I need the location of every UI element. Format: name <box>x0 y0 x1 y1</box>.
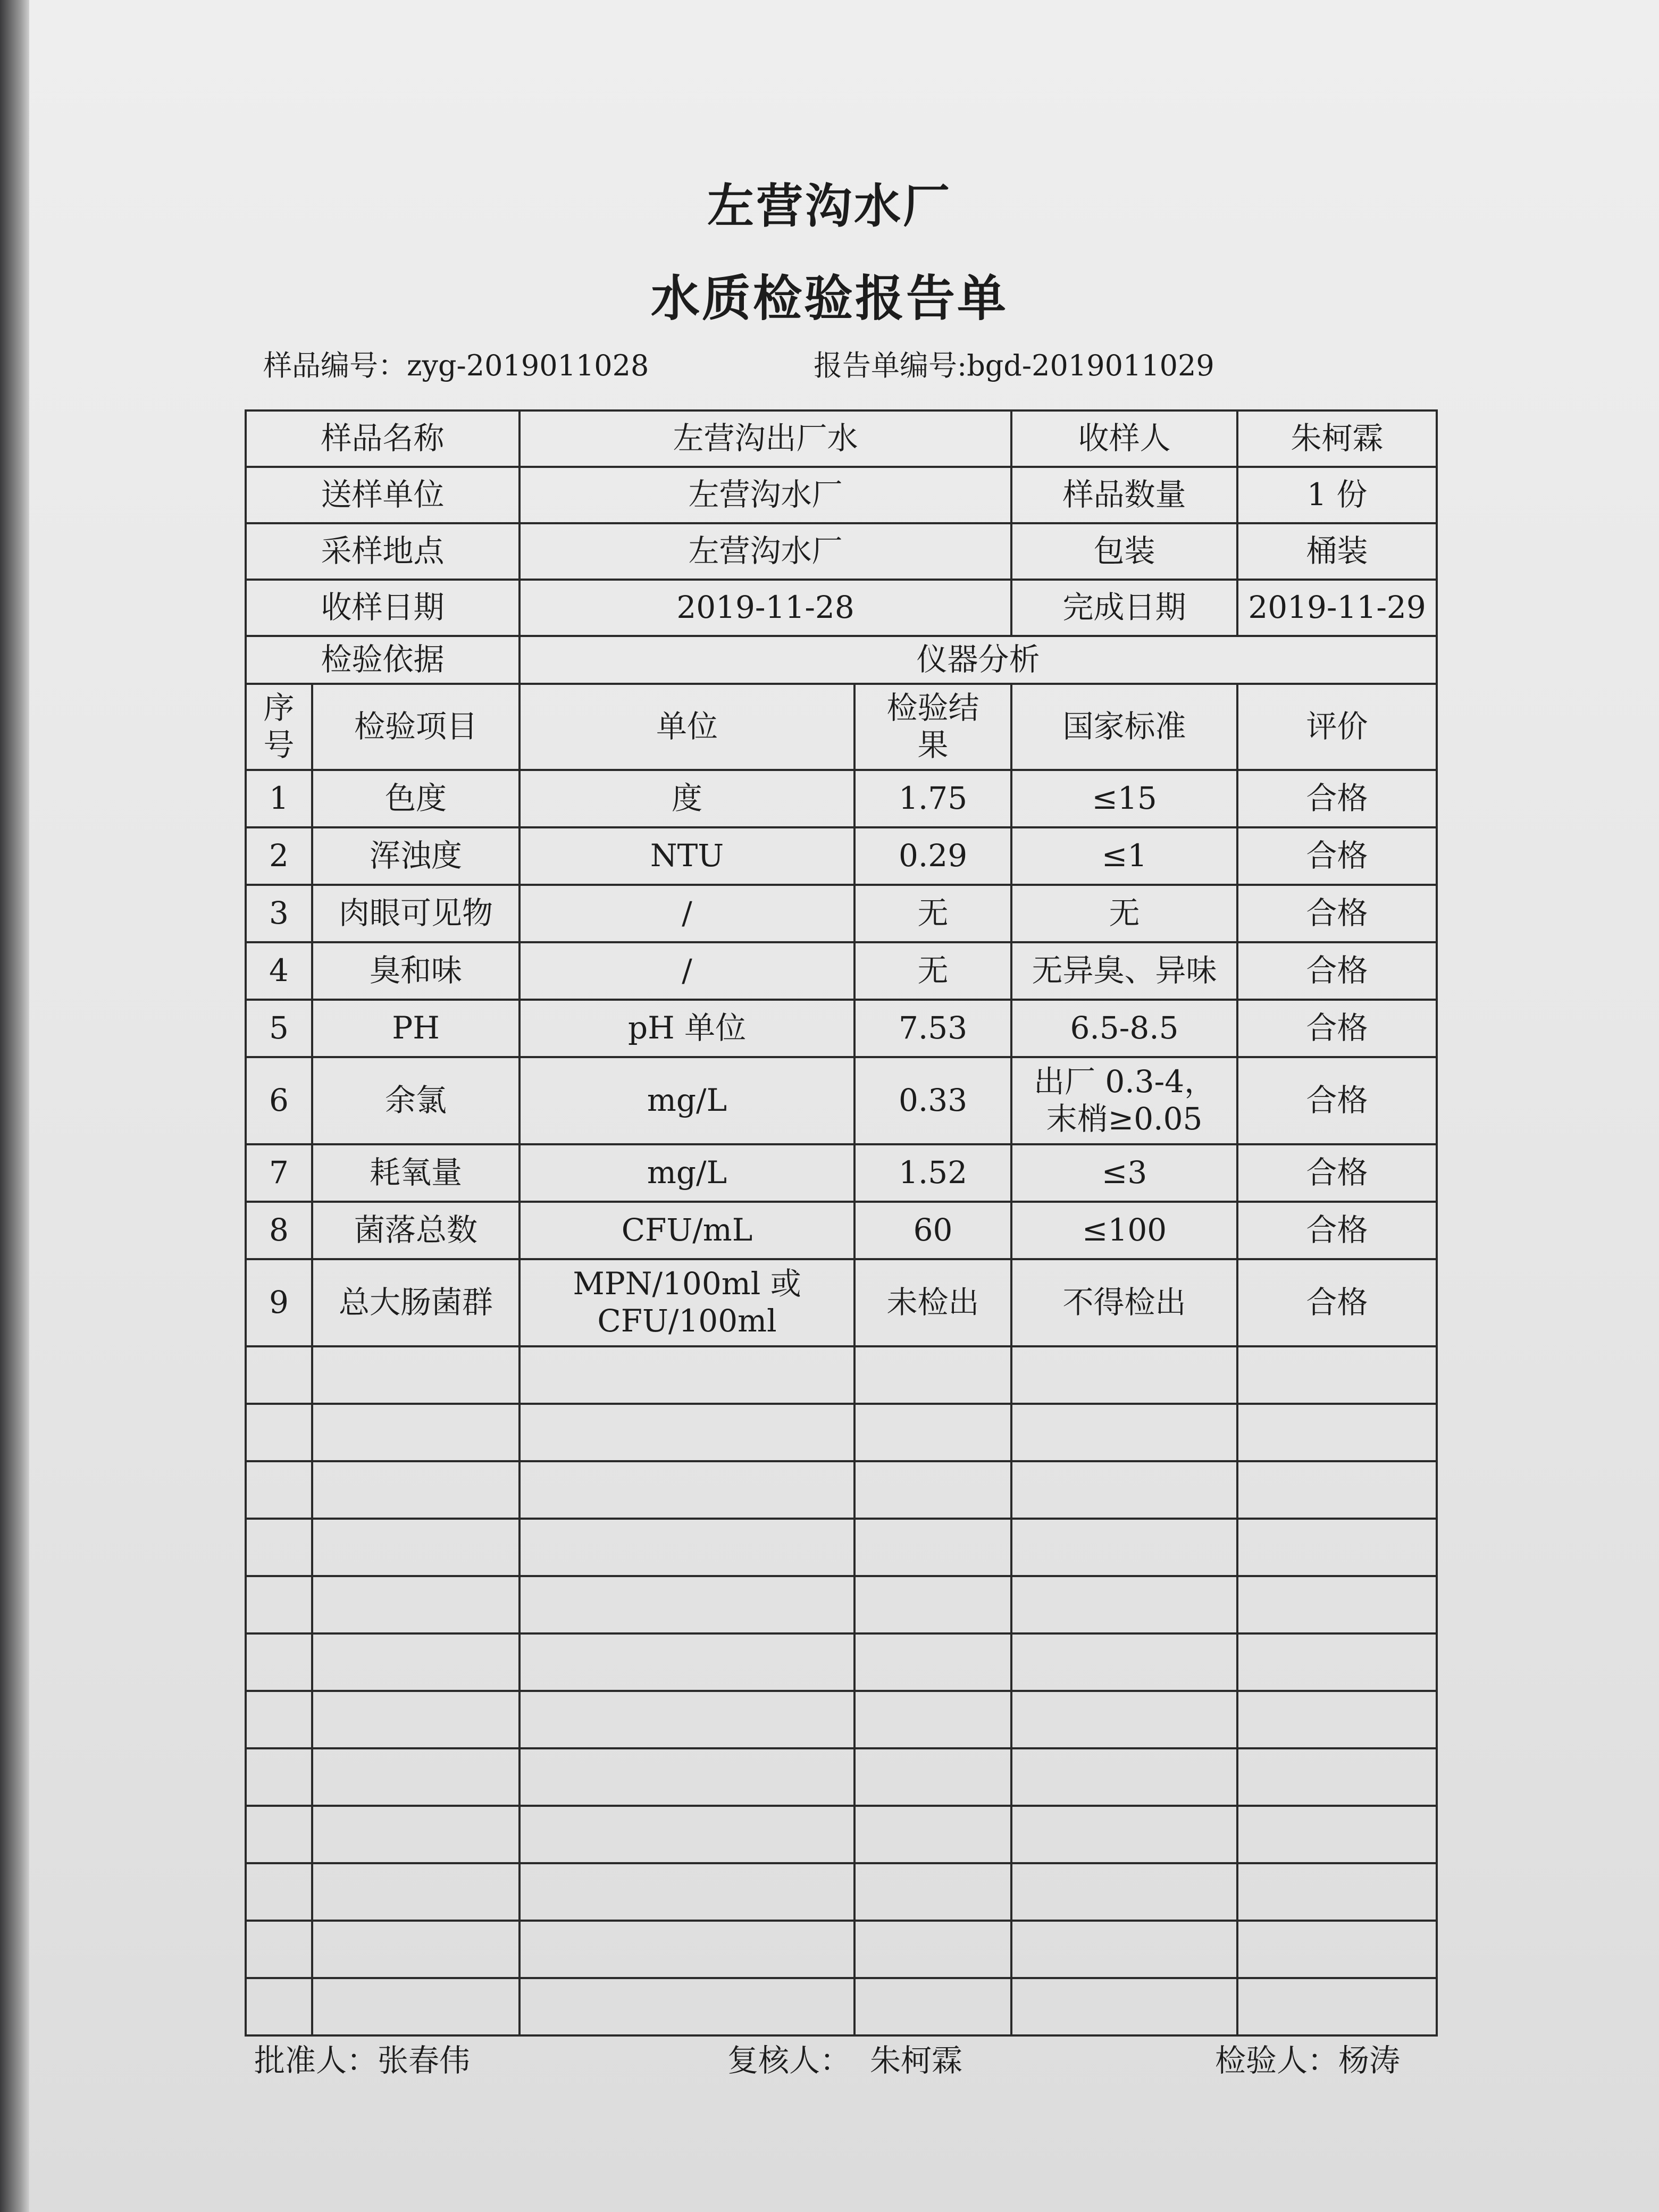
blank-cell <box>312 1921 520 1978</box>
cell-evaluation: 合格 <box>1237 885 1437 942</box>
sender-label: 送样单位 <box>246 467 520 523</box>
blank-cell <box>520 1346 854 1404</box>
approver-signature <box>254 2035 470 2080</box>
blank-cell <box>1011 1519 1237 1576</box>
blank-cell <box>1011 1633 1237 1691</box>
col-header-item: 检验项目 <box>312 684 520 770</box>
blank-cell <box>854 1404 1011 1461</box>
cell-standard-line1: 出厂 0.3-4， <box>1033 1063 1216 1100</box>
blank-row <box>246 1691 1437 1748</box>
cell-result: 0.29 <box>854 827 1011 885</box>
blank-cell <box>246 1633 312 1691</box>
cell-unit: mg/L <box>520 1144 854 1202</box>
table-row <box>246 1000 1437 1057</box>
blank-cell <box>854 1921 1011 1978</box>
cell-unit: 度 <box>520 770 854 827</box>
blank-cell <box>854 1519 1011 1576</box>
blank-cell <box>312 1519 520 1576</box>
blank-cell <box>854 1346 1011 1404</box>
cell-result: 0.33 <box>854 1057 1011 1144</box>
blank-cell <box>854 1806 1011 1863</box>
cell-evaluation: 合格 <box>1237 1057 1437 1144</box>
blank-row <box>246 1519 1437 1576</box>
cell-evaluation: 合格 <box>1237 1144 1437 1202</box>
blank-cell <box>312 1461 520 1519</box>
blank-cell <box>520 1461 854 1519</box>
blank-cell <box>1237 1576 1437 1633</box>
table-row <box>246 1202 1437 1259</box>
reviewer-signature <box>727 2035 962 2080</box>
cell-evaluation: 合格 <box>1237 1259 1437 1346</box>
cell-standard: 6.5-8.5 <box>1011 1000 1237 1057</box>
blank-cell <box>246 1863 312 1921</box>
cell-standard-line2: 末梢≥0.05 <box>1046 1101 1203 1137</box>
sample-name-label: 样品名称 <box>246 410 520 467</box>
table-row <box>246 942 1437 1000</box>
receive-date-label: 收样日期 <box>246 580 520 636</box>
blank-cell <box>854 1576 1011 1633</box>
blank-cell <box>1237 1806 1437 1863</box>
inspector-signature <box>1215 2035 1400 2080</box>
cell-item: 浑浊度 <box>312 827 520 885</box>
quantity-label: 样品数量 <box>1011 467 1237 523</box>
blank-cell <box>854 1461 1011 1519</box>
cell-unit: NTU <box>520 827 854 885</box>
col-header-evaluation: 评价 <box>1237 684 1437 770</box>
cell-evaluation: 合格 <box>1237 942 1437 1000</box>
cell-item: 臭和味 <box>312 942 520 1000</box>
info-row-basis <box>246 636 1437 684</box>
blank-row <box>246 1921 1437 1978</box>
blank-cell <box>1011 1978 1237 2035</box>
cell-item: 总大肠菌群 <box>312 1259 520 1346</box>
blank-cell <box>246 1748 312 1806</box>
column-header-row <box>246 684 1437 770</box>
table-row <box>246 1259 1437 1346</box>
cell-unit: / <box>520 942 854 1000</box>
cell-result: 60 <box>854 1202 1011 1259</box>
sample-number-label: 样品编号： <box>263 349 407 382</box>
blank-cell <box>1237 1346 1437 1404</box>
cell-standard <box>1011 1057 1237 1144</box>
location-value: 左营沟水厂 <box>520 523 1011 580</box>
blank-cell <box>854 1863 1011 1921</box>
blank-cell <box>312 1404 520 1461</box>
cell-result: 未检出 <box>854 1259 1011 1346</box>
col-header-result-line1: 检验结 <box>886 690 979 726</box>
inspector-name: 杨涛 <box>1338 2042 1401 2079</box>
table-row <box>246 827 1437 885</box>
blank-cell <box>246 1461 312 1519</box>
cell-unit: CFU/mL <box>520 1202 854 1259</box>
packaging-label: 包装 <box>1011 523 1237 580</box>
cell-unit: / <box>520 885 854 942</box>
col-header-no-line2: 号 <box>263 727 295 763</box>
table-row <box>246 1057 1437 1144</box>
blank-cell <box>1011 1461 1237 1519</box>
cell-evaluation: 合格 <box>1237 770 1437 827</box>
cell-item: PH <box>312 1000 520 1057</box>
approver-label: 批准人： <box>254 2042 378 2079</box>
cell-unit-line2: CFU/100ml <box>597 1303 777 1339</box>
blank-cell <box>520 1576 854 1633</box>
blank-cell <box>1237 1633 1437 1691</box>
blank-row <box>246 1978 1437 2035</box>
cell-result: 1.52 <box>854 1144 1011 1202</box>
cell-item: 肉眼可见物 <box>312 885 520 942</box>
blank-cell <box>1011 1863 1237 1921</box>
blank-cell <box>854 1978 1011 2035</box>
blank-row <box>246 1461 1437 1519</box>
info-row-dates <box>246 580 1437 636</box>
blank-cell <box>246 1576 312 1633</box>
cell-no: 7 <box>246 1144 312 1202</box>
blank-cell <box>312 1748 520 1806</box>
blank-cell <box>1237 1519 1437 1576</box>
report-title: 水质检验报告单 <box>650 270 1008 327</box>
blank-cell <box>312 1346 520 1404</box>
cell-no: 1 <box>246 770 312 827</box>
blank-cell <box>246 1346 312 1404</box>
location-label: 采样地点 <box>246 523 520 580</box>
blank-cell <box>1011 1748 1237 1806</box>
blank-cell <box>854 1748 1011 1806</box>
report-number-label: 报告单编号: <box>814 349 967 382</box>
cell-result: 7.53 <box>854 1000 1011 1057</box>
blank-cell <box>1237 1748 1437 1806</box>
blank-cell <box>520 1921 854 1978</box>
blank-row <box>246 1404 1437 1461</box>
cell-no: 3 <box>246 885 312 942</box>
blank-cell <box>520 1519 854 1576</box>
blank-row <box>246 1748 1437 1806</box>
info-row-location <box>246 523 1437 580</box>
cell-no: 8 <box>246 1202 312 1259</box>
cell-standard: 不得检出 <box>1011 1259 1237 1346</box>
cell-unit <box>520 1259 854 1346</box>
sample-number <box>263 343 649 384</box>
receive-date-value: 2019-11-28 <box>520 580 1011 636</box>
cell-unit: mg/L <box>520 1057 854 1144</box>
blank-cell <box>1237 1691 1437 1748</box>
report-number-value: bgd-2019011029 <box>967 349 1214 382</box>
col-header-result-line2: 果 <box>917 727 949 763</box>
col-header-standard: 国家标准 <box>1011 684 1237 770</box>
cell-evaluation: 合格 <box>1237 1000 1437 1057</box>
cell-evaluation: 合格 <box>1237 1202 1437 1259</box>
blank-row <box>246 1863 1437 1921</box>
blank-cell <box>1011 1346 1237 1404</box>
blank-row <box>246 1806 1437 1863</box>
blank-cell <box>312 1633 520 1691</box>
blank-cell <box>312 1691 520 1748</box>
blank-cell <box>520 1863 854 1921</box>
blank-cell <box>246 1404 312 1461</box>
cell-standard: ≤3 <box>1011 1144 1237 1202</box>
info-row-sender <box>246 467 1437 523</box>
cell-standard: 无 <box>1011 885 1237 942</box>
info-row-sample-name <box>246 410 1437 467</box>
report-table <box>245 409 1438 2037</box>
cell-standard: 无异臭、异味 <box>1011 942 1237 1000</box>
inspector-label: 检验人： <box>1215 2042 1339 2079</box>
blank-cell <box>246 1691 312 1748</box>
blank-cell <box>312 1806 520 1863</box>
blank-cell <box>312 1863 520 1921</box>
blank-cell <box>520 1633 854 1691</box>
cell-result: 无 <box>854 942 1011 1000</box>
basis-value: 仪器分析 <box>520 636 1437 684</box>
blank-cell <box>1011 1404 1237 1461</box>
blank-row <box>246 1576 1437 1633</box>
receiver-label: 收样人 <box>1011 410 1237 467</box>
blank-cell <box>520 1806 854 1863</box>
blank-cell <box>1237 1863 1437 1921</box>
cell-standard: ≤100 <box>1011 1202 1237 1259</box>
col-header-unit: 单位 <box>520 684 854 770</box>
col-header-result <box>854 684 1011 770</box>
cell-unit-line1: MPN/100ml 或 <box>573 1266 801 1302</box>
table-row <box>246 1144 1437 1202</box>
blank-row <box>246 1633 1437 1691</box>
finish-date-value: 2019-11-29 <box>1237 580 1437 636</box>
cell-item: 余氯 <box>312 1057 520 1144</box>
cell-result: 无 <box>854 885 1011 942</box>
col-header-no <box>246 684 312 770</box>
blank-cell <box>1237 1921 1437 1978</box>
blank-cell <box>246 1978 312 2035</box>
cell-no: 5 <box>246 1000 312 1057</box>
sender-value: 左营沟水厂 <box>520 467 1011 523</box>
blank-cell <box>520 1978 854 2035</box>
approver-name: 张春伟 <box>378 2042 471 2079</box>
blank-cell <box>1011 1576 1237 1633</box>
receiver-value: 朱柯霖 <box>1237 410 1437 467</box>
blank-cell <box>246 1519 312 1576</box>
blank-cell <box>520 1404 854 1461</box>
cell-no: 4 <box>246 942 312 1000</box>
packaging-value: 桶装 <box>1237 523 1437 580</box>
cell-item: 耗氧量 <box>312 1144 520 1202</box>
quantity-value: 1 份 <box>1237 467 1437 523</box>
reviewer-name: 朱柯霖 <box>870 2042 963 2079</box>
blank-cell <box>1011 1691 1237 1748</box>
blank-cell <box>1011 1921 1237 1978</box>
reviewer-label: 复核人： <box>727 2042 851 2079</box>
blank-cell <box>246 1921 312 1978</box>
cell-unit: pH 单位 <box>520 1000 854 1057</box>
cell-no: 6 <box>246 1057 312 1144</box>
blank-cell <box>854 1633 1011 1691</box>
cell-no: 2 <box>246 827 312 885</box>
blank-cell <box>520 1748 854 1806</box>
cell-no: 9 <box>246 1259 312 1346</box>
org-title: 左营沟水厂 <box>707 179 952 233</box>
blank-cell <box>246 1806 312 1863</box>
page-shadow-edge <box>0 0 29 2212</box>
blank-cell <box>312 1978 520 2035</box>
blank-cell <box>1237 1404 1437 1461</box>
blank-cell <box>854 1691 1011 1748</box>
table-row <box>246 885 1437 942</box>
blank-cell <box>1237 1461 1437 1519</box>
blank-row <box>246 1346 1437 1404</box>
cell-item: 菌落总数 <box>312 1202 520 1259</box>
table-row <box>246 770 1437 827</box>
cell-evaluation: 合格 <box>1237 827 1437 885</box>
blank-cell <box>520 1691 854 1748</box>
cell-result: 1.75 <box>854 770 1011 827</box>
finish-date-label: 完成日期 <box>1011 580 1237 636</box>
blank-cell <box>1011 1806 1237 1863</box>
sample-name-value: 左营沟出厂水 <box>520 410 1011 467</box>
cell-standard: ≤1 <box>1011 827 1237 885</box>
col-header-no-line1: 序 <box>263 690 295 726</box>
sample-number-value: zyg-2019011028 <box>407 349 649 382</box>
blank-cell <box>312 1576 520 1633</box>
cell-item: 色度 <box>312 770 520 827</box>
blank-cell <box>1237 1978 1437 2035</box>
report-number <box>814 343 1214 384</box>
basis-label: 检验依据 <box>246 636 520 684</box>
cell-standard: ≤15 <box>1011 770 1237 827</box>
